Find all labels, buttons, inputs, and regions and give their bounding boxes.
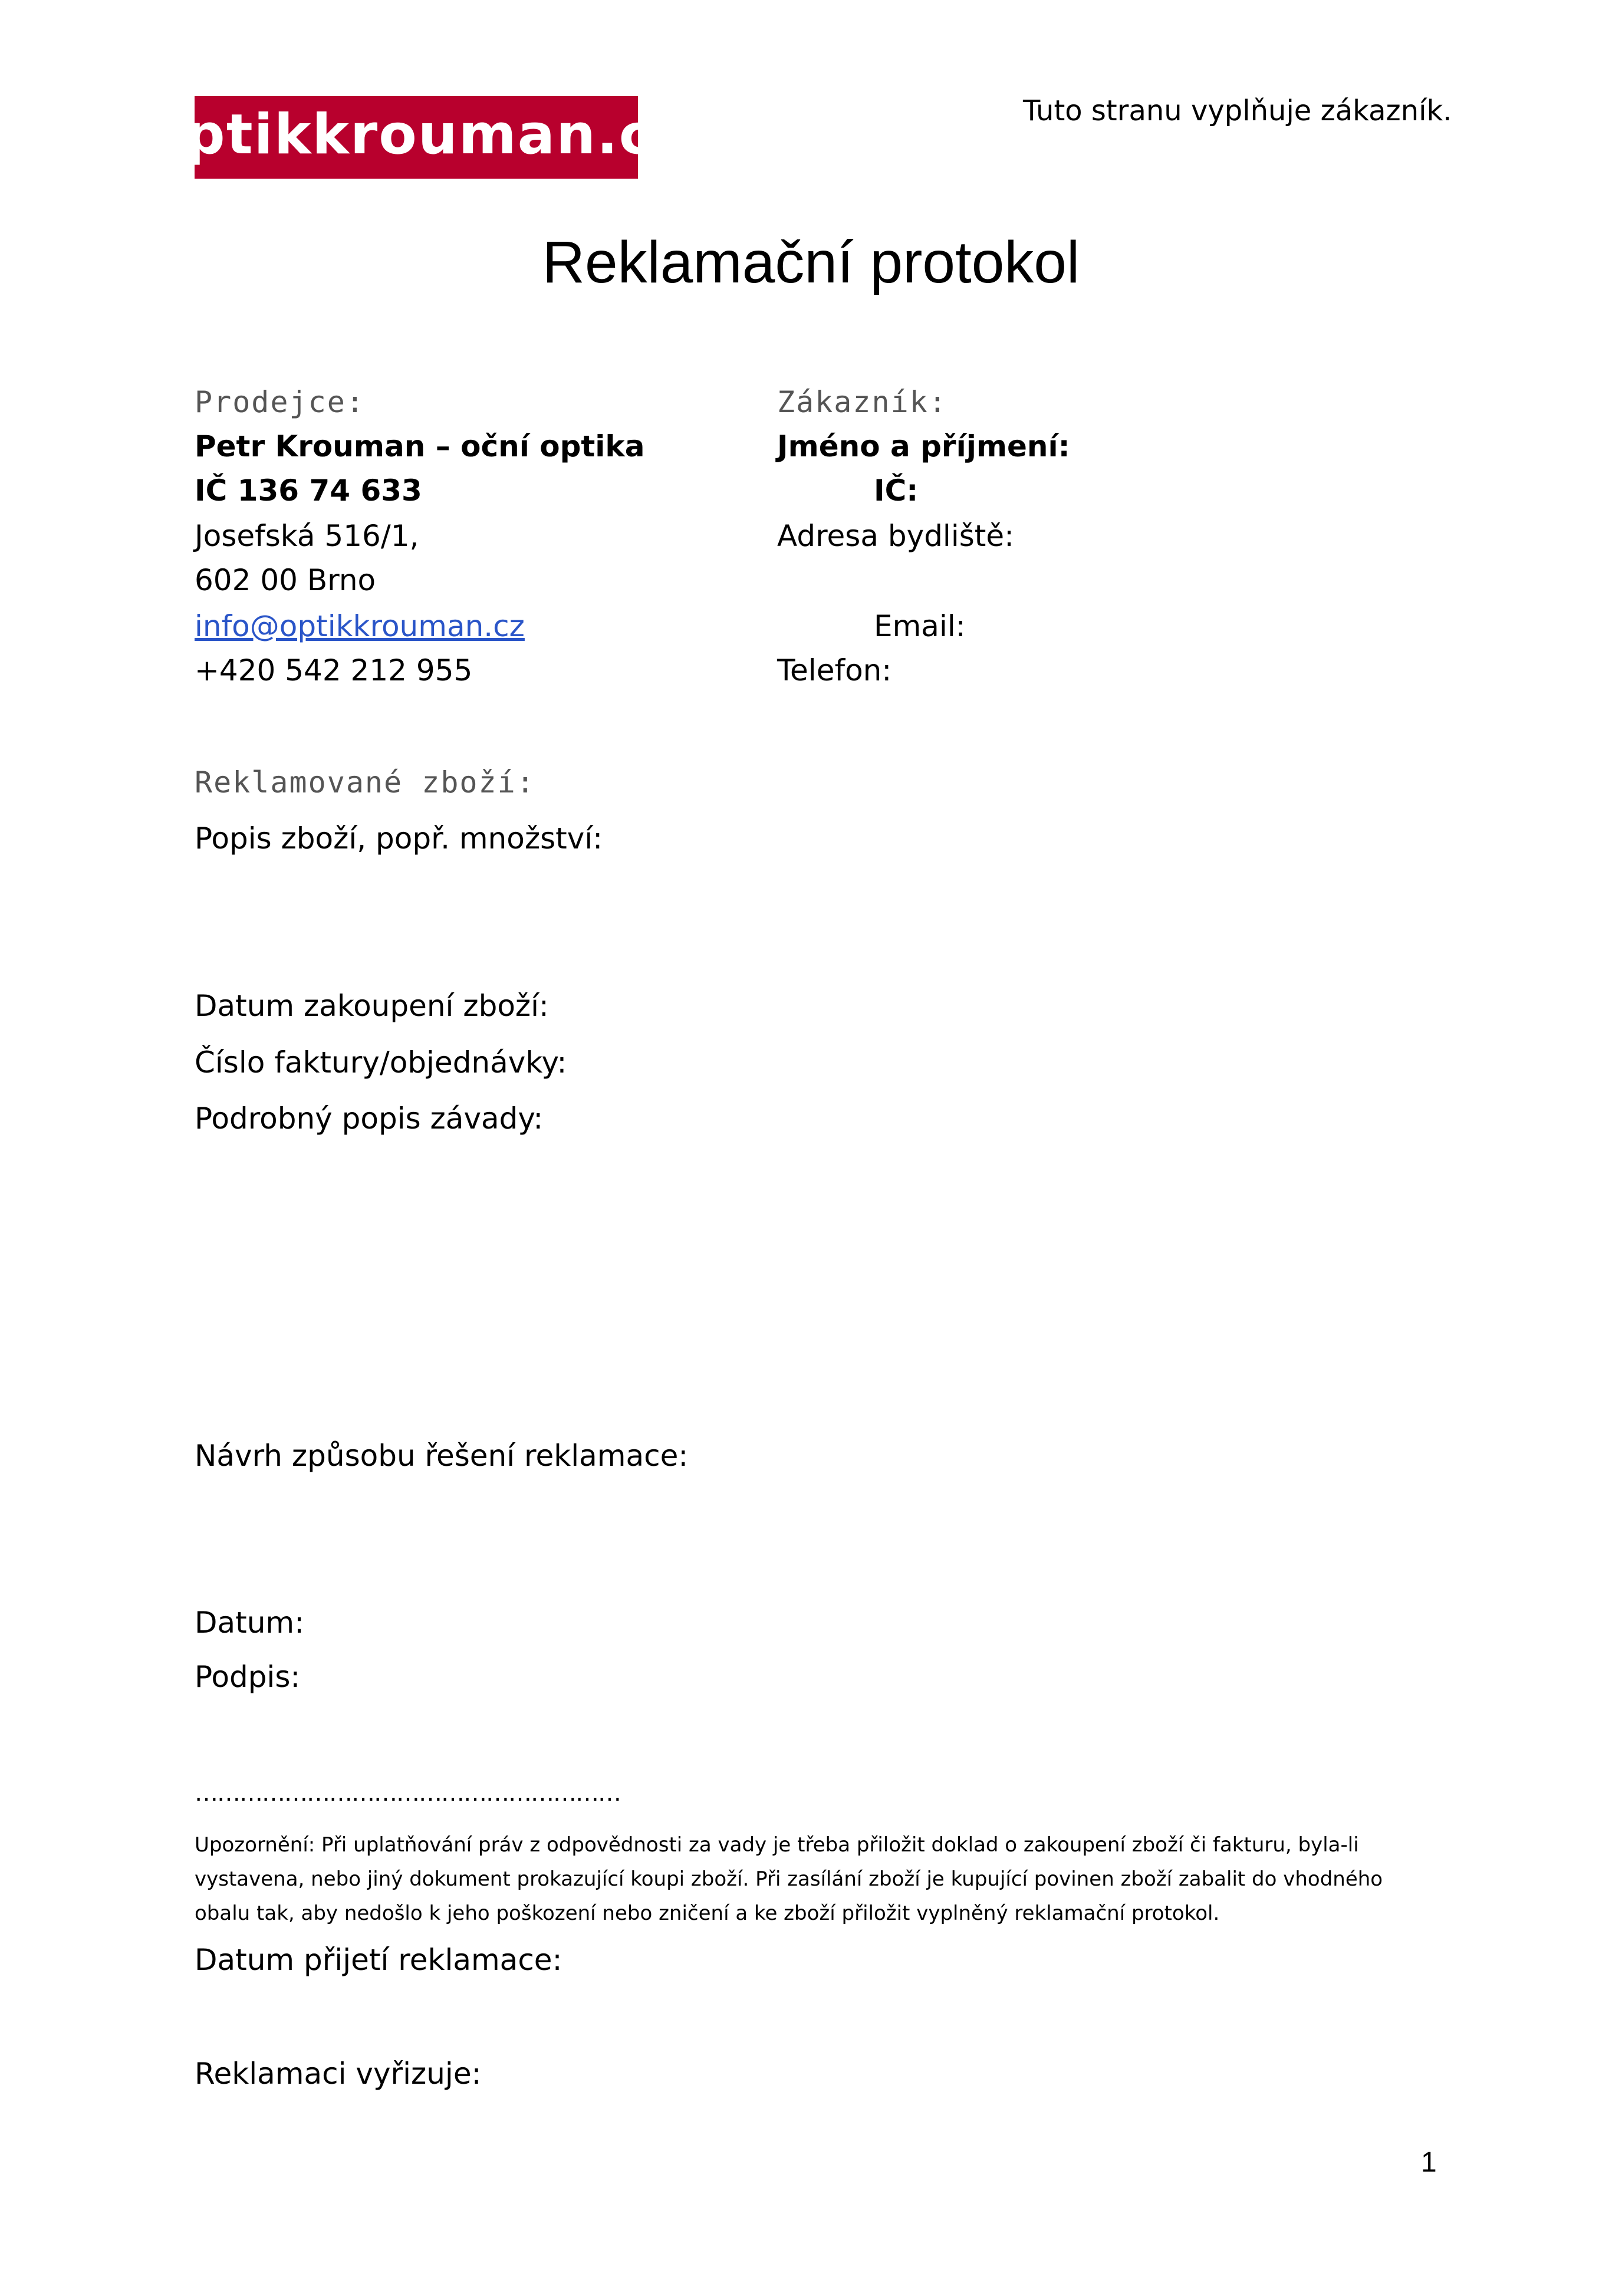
customer-phone-label: Telefon:	[777, 653, 892, 688]
customer-ic-label: IČ:	[874, 473, 919, 508]
handled-by-label: Reklamaci vyřizuje:	[195, 2057, 482, 2091]
resolution-proposal-label: Návrh způsobu řešení reklamace:	[195, 1439, 689, 1473]
received-date-label: Datum přijetí reklamace:	[195, 1943, 562, 1977]
date-label: Datum:	[195, 1606, 304, 1640]
invoice-number-label: Číslo faktury/objednávky:	[195, 1045, 567, 1080]
company-logo	[146, 96, 687, 179]
seller-city: 602 00 Brno	[195, 563, 376, 597]
logo-text: optikkrouman.cz	[146, 103, 687, 167]
page-number: 1	[1421, 2147, 1437, 2178]
signature-label: Podpis:	[195, 1660, 301, 1694]
seller-email-link[interactable]: info@optikkrouman.cz	[195, 609, 525, 643]
customer-name-label: Jméno a příjmení:	[777, 429, 1070, 463]
customer-fill-hint: Tuto stranu vyplňuje zákazník.	[1023, 94, 1452, 127]
notice-text: Upozornění: Při uplatňování práv z odpovědnosti za vady je třeba přiložit doklad o zakoupení zboží či fakturu, byla-li vystavena, nebo jiný dokument prokazující koupi zboží. Při zasílání zboží je kupující povinen zboží zabalit do vhodného obalu tak, aby nedošlo k jeho poškození nebo zničení a ke zboží přiložit vyplněný reklamační protokol.	[195, 1833, 1383, 1925]
goods-heading: Reklamované zboží:	[195, 765, 535, 800]
seller-ic: IČ 136 74 633	[195, 473, 422, 508]
purchase-date-label: Datum zakoupení zboží:	[195, 989, 549, 1023]
defect-description-label: Podrobný popis závady:	[195, 1101, 544, 1136]
seller-name: Petr Krouman – oční optika	[195, 429, 645, 463]
customer-address-label: Adresa bydliště:	[777, 519, 1014, 553]
page-title: Reklamační protokol	[542, 229, 1080, 295]
signature-line: …………………………………………………	[195, 1779, 620, 1807]
customer-heading: Zákazník:	[777, 385, 947, 419]
seller-street: Josefská 516/1,	[195, 519, 419, 553]
goods-description-label: Popis zboží, popř. množství:	[195, 821, 603, 856]
seller-heading: Prodejce:	[195, 385, 365, 419]
seller-phone: +420 542 212 955	[195, 653, 473, 688]
customer-email-label: Email:	[874, 609, 966, 643]
